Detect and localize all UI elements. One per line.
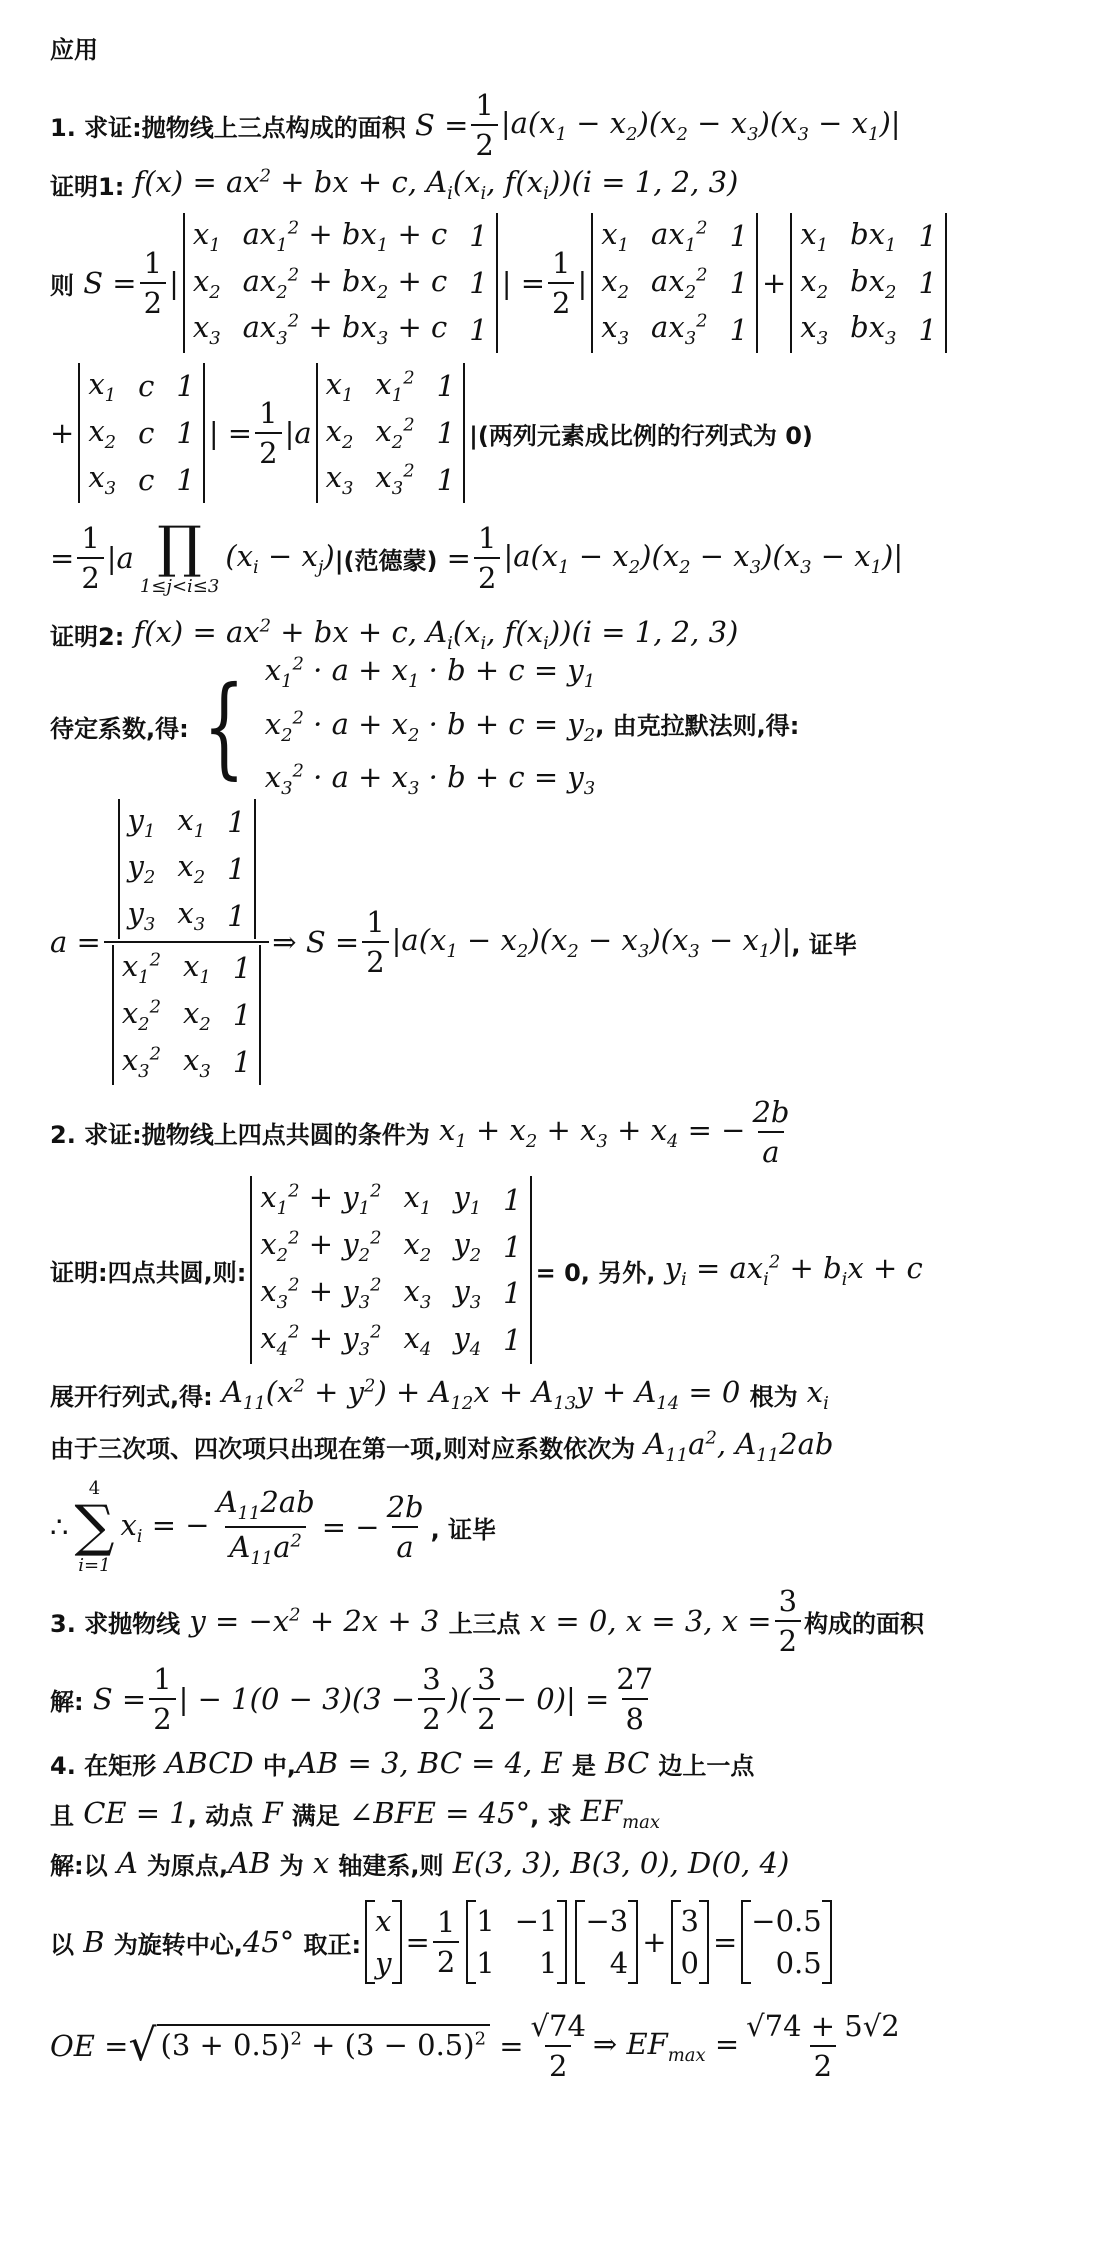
coefficient-explanation: 由于三次项、四次项只出现在第一项,则对应系数依次为	[50, 1434, 636, 1463]
problem-3-solution: 解: S = $\frac{1}{2}$ | − 1(0 − 3)(3 − $\frac{3}{2}$ )( $\frac{3}{2}$ − 0)| = $\frac{27}{8}$	[50, 1660, 1060, 1738]
left-brace: {	[202, 662, 245, 790]
vandermonde-note: |(范德蒙)	[334, 546, 438, 575]
proof-label: 证明:四点共圆,则:	[50, 1258, 247, 1287]
p4-text: 解:以	[50, 1851, 108, 1880]
proof-2-label: 证明2:	[50, 622, 125, 651]
determinant-full: $x_1$ $ax_1^2 + bx_1 + c$ 1 $x_2$ $ax_2^2 + bx_2 + c$ 1 $x_3$ $ax_3^2 + bx_3 + c$ 1	[183, 213, 498, 353]
cramer-solution: a = $y_1$ $x_1$ 1 $y_2$ $x_2$ 1 $y_3$ $x_3$ 1 $x_1^2$ $x_1$ 1 $x_2^2$ $x_2$ 1 $x_3^2$ $x_3$ 1 ⇒ S = $\frac{1}{2}$ $|a(x_1 - x_2)(x_2 - x_3)(x_3 - x_1)|$ , 证毕	[50, 792, 1060, 1092]
proof-1-expansion: 则 S = $\frac{1}{2}$ | $x_1$ $ax_1^2 + bx_1 + c$ 1 $x_2$ $ax_2^2 + bx_2 + c$ 1 $x_3$ $ax_3^2 + bx_3 + c$ 1 | = $\frac{1}{2}$ | $x_1$ $ax_1^2$ 1 $x_2$ $ax_2^2$ 1 $x_3$ $ax_3^2$ 1 + $x_1$ $bx_1$ 1 $x_2$ $bx_2$ 1 $x_3$ $bx_3$ 1	[50, 208, 1060, 358]
determinant-vandermonde: $x_1$ $x_1^2$ 1 $x_2$ $x_2^2$ 1 $x_3$ $x_3^2$ 1	[316, 363, 465, 503]
also-label: = 0, 另外,	[535, 1258, 656, 1287]
undetermined-label: 待定系数,得:	[50, 714, 189, 743]
coefficient-line: 由于三次项、四次项只出现在第一项,则对应系数依次为 $A_{11}a^2$, $A_{11}2ab$	[50, 1426, 834, 1466]
p4-text: 4. 在矩形	[50, 1751, 157, 1780]
p4-text: 以	[50, 1930, 74, 1959]
qed-1: , 证毕	[791, 930, 857, 959]
problem-1-statement: 1. 求证:抛物线上三点构成的面积 S = $\frac{1}{2}$ $|a(x_1 - x_2)(x_2 - x_3)(x_3 - x_1)|$	[50, 88, 901, 162]
circle-determinant: $x_1^2 + y_1^2$ $x_1$ $y_1$ 1 $x_2^2 + y_2^2$ $x_2$ $y_2$ 1 $x_3^2 + y_3^2$ $x_3$ $y_3$ 1 $x_4^2 + y_3^2$ $x_4$ $y_4$ 1	[250, 1176, 531, 1363]
problem-2-statement: 2. 求证:抛物线上四点共圆的条件为 $x_1 + x_2 + x_3 + x_4$ = − $\frac{2b}{a}$	[50, 1095, 790, 1169]
problem-2-result: ∴ 4 ∑ i=1 $x_i$ = − $\frac{A_{11}2ab}{A_{11}a^2}$ = − $\frac{2b}{a}$ , 证毕	[50, 1478, 497, 1576]
qed-2: , 证毕	[430, 1515, 497, 1544]
cramer-fraction: $y_1$ $x_1$ 1 $y_2$ $x_2$ 1 $y_3$ $x_3$ 1 $x_1^2$ $x_1$ 1 $x_2^2$ $x_2$ 1 $x_3^2$ $x_3$ 1	[104, 799, 269, 1086]
problem-3-end: 构成的面积	[804, 1609, 925, 1638]
equation-system: 待定系数,得: { $x_1^2 \cdot a + x_1 \cdot b + c = y_1$ $x_2^2 \cdot a + x_2 \cdot b + c = y_2$, 由克拉默法则,得: $x_3^2 \cdot a + x_3 \cdot b + c = y_3$	[50, 653, 800, 799]
p4-text: 为	[279, 1851, 304, 1880]
problem-3-mid: 上三点	[448, 1609, 521, 1638]
p4-text: 且	[50, 1801, 74, 1830]
proportional-columns-note: |(两列元素成比例的行列式为 0)	[469, 421, 813, 450]
problem-4-rotation: 以 B 为旋转中心, 45° 取正: x y = $\frac{1}{2}$ 1 −1 1 1 −3 4 + 3 0 = −0.5 0.5	[50, 1888, 1060, 1996]
problem-3-statement: 3. 求抛物线 $y = -x^2 + 2x + 3$ 上三点 x = 0, x = 3, x = $\frac{3}{2}$ 构成的面积	[50, 1584, 925, 1658]
determinant-c: $x_1$ c 1 $x_2$ c 1 $x_3$ c 1	[78, 363, 205, 503]
problem-1-question: 1. 求证:抛物线上三点构成的面积	[50, 113, 406, 142]
root-label: 根为	[749, 1382, 798, 1411]
then-label: 则	[50, 271, 74, 300]
sum-operator: 4 ∑ i=1	[74, 1478, 115, 1576]
problem-2-question: 2. 求证:抛物线上四点共圆的条件为	[50, 1120, 430, 1149]
cramer-label: , 由克拉默法则,得:	[595, 712, 800, 741]
document-page	[50, 38, 1060, 2096]
problem-4-line-3: 解:以 A 为原点, AB 为 x 轴建系,则 E(3, 3), B(3, 0), D(0, 4)	[50, 1846, 790, 1880]
problem-4-result: OE = √ $(3 + 0.5)^2 + (3 - 0.5)^2$ = $\frac{√74}{2}$ ⇒ $EF_{max}$ = $\frac{√74 + 5√2}{2}$	[50, 2009, 900, 2083]
oe-sqrt: √ $(3 + 0.5)^2 + (3 - 0.5)^2$	[128, 2024, 490, 2068]
determinant-a: $x_1$ $ax_1^2$ 1 $x_2$ $ax_2^2$ 1 $x_3$ $ax_3^2$ 1	[591, 213, 758, 353]
proof-1-result: = $\frac{1}{2}$ |a ∏ 1≤j<i≤3 $(x_i - x_j)$ |(范德蒙) = $\frac{1}{2}$ $|a(x_1 - x_2)(x_2 - x_3)(x_3 - x_1)|$	[50, 514, 904, 597]
page-title: 应用	[50, 36, 98, 64]
p4-text: , 动点	[187, 1801, 254, 1830]
p4-text: 边上一点	[658, 1751, 755, 1780]
proof-1-setup: 证明1: $f(x) = ax^2$ + bx + c, $A_i(x_i$, $f(x_i))(i = 1$, 2, 3)	[50, 164, 739, 204]
p4-text: 中,	[262, 1751, 296, 1780]
p4-text: 取正:	[303, 1930, 362, 1959]
p4-text: 为旋转中心,	[113, 1930, 243, 1959]
product-operator: ∏ 1≤j<i≤3	[139, 514, 220, 597]
p4-text: 是	[571, 1751, 596, 1780]
rotation-matrix: 1 −1 1 1	[466, 1900, 567, 1984]
p4-text: , 求	[530, 1801, 572, 1830]
vector-xy: x y	[365, 1900, 401, 1984]
determinant-b: $x_1$ $bx_1$ 1 $x_2$ $bx_2$ 1 $x_3$ $bx_3$ 1	[790, 213, 947, 353]
p4-text: 满足	[291, 1801, 340, 1830]
problem-2-proof: 证明:四点共圆,则: $x_1^2 + y_1^2$ $x_1$ $y_1$ 1 $x_2^2 + y_2^2$ $x_2$ $y_2$ 1 $x_3^2 + y_3^2$ $x_3$ $y_3$ 1 $x_4^2 + y_3^2$ $x_4$ $y_4$ 1 = 0, 另外, $y_i = ax_i^2 + b_ix + c$	[50, 1172, 1060, 1368]
area-answer: $\frac{27}{8}$	[616, 1662, 654, 1736]
problem-4-line-1: 4. 在矩形 ABCD 中, AB = 3, BC = 4, E 是 BC 边上一点	[50, 1746, 755, 1780]
problem-3-question: 3. 求抛物线	[50, 1609, 181, 1638]
vector-result: −0.5 0.5	[741, 1900, 831, 1984]
proof-1-label: 证明1:	[50, 172, 125, 201]
half-fraction: $\frac{1}{2}$	[471, 88, 497, 162]
proof-2-setup: 证明2: $f(x) = ax^2$ + bx + c, $A_i(x_i$, $f(x_i))(i = 1$, 2, 3)	[50, 614, 739, 654]
problem-4-line-2: 且 CE = 1 , 动点 F 满足 ∠BFE = 45° , 求 $EF_{max}$	[50, 1793, 660, 1833]
p4-text: 为原点,	[147, 1851, 229, 1880]
oe-label: OE =	[50, 2029, 129, 2063]
expand-label: 展开行列式,得:	[50, 1382, 213, 1411]
solution-label: 解:	[50, 1687, 84, 1716]
p4-text: 轴建系,则	[338, 1851, 444, 1880]
expand-line: 展开行列式,得: $A_{11}(x^2 + y^2) + A_{12}x + A_{13}y + A_{14} = 0$ 根为 $x_i$	[50, 1374, 829, 1414]
proof-1-continued: + $x_1$ c 1 $x_2$ c 1 $x_3$ c 1 | = $\frac{1}{2}$ |a $x_1$ $x_1^2$ 1 $x_2$ $x_2^2$ 1 $x_3$ $x_3^2$ 1 |(两列元素成比例的行列式为 0)	[50, 358, 1060, 508]
vector-minus3-4: −3 4	[575, 1900, 638, 1984]
vector-3-0: 3 0	[671, 1900, 709, 1984]
